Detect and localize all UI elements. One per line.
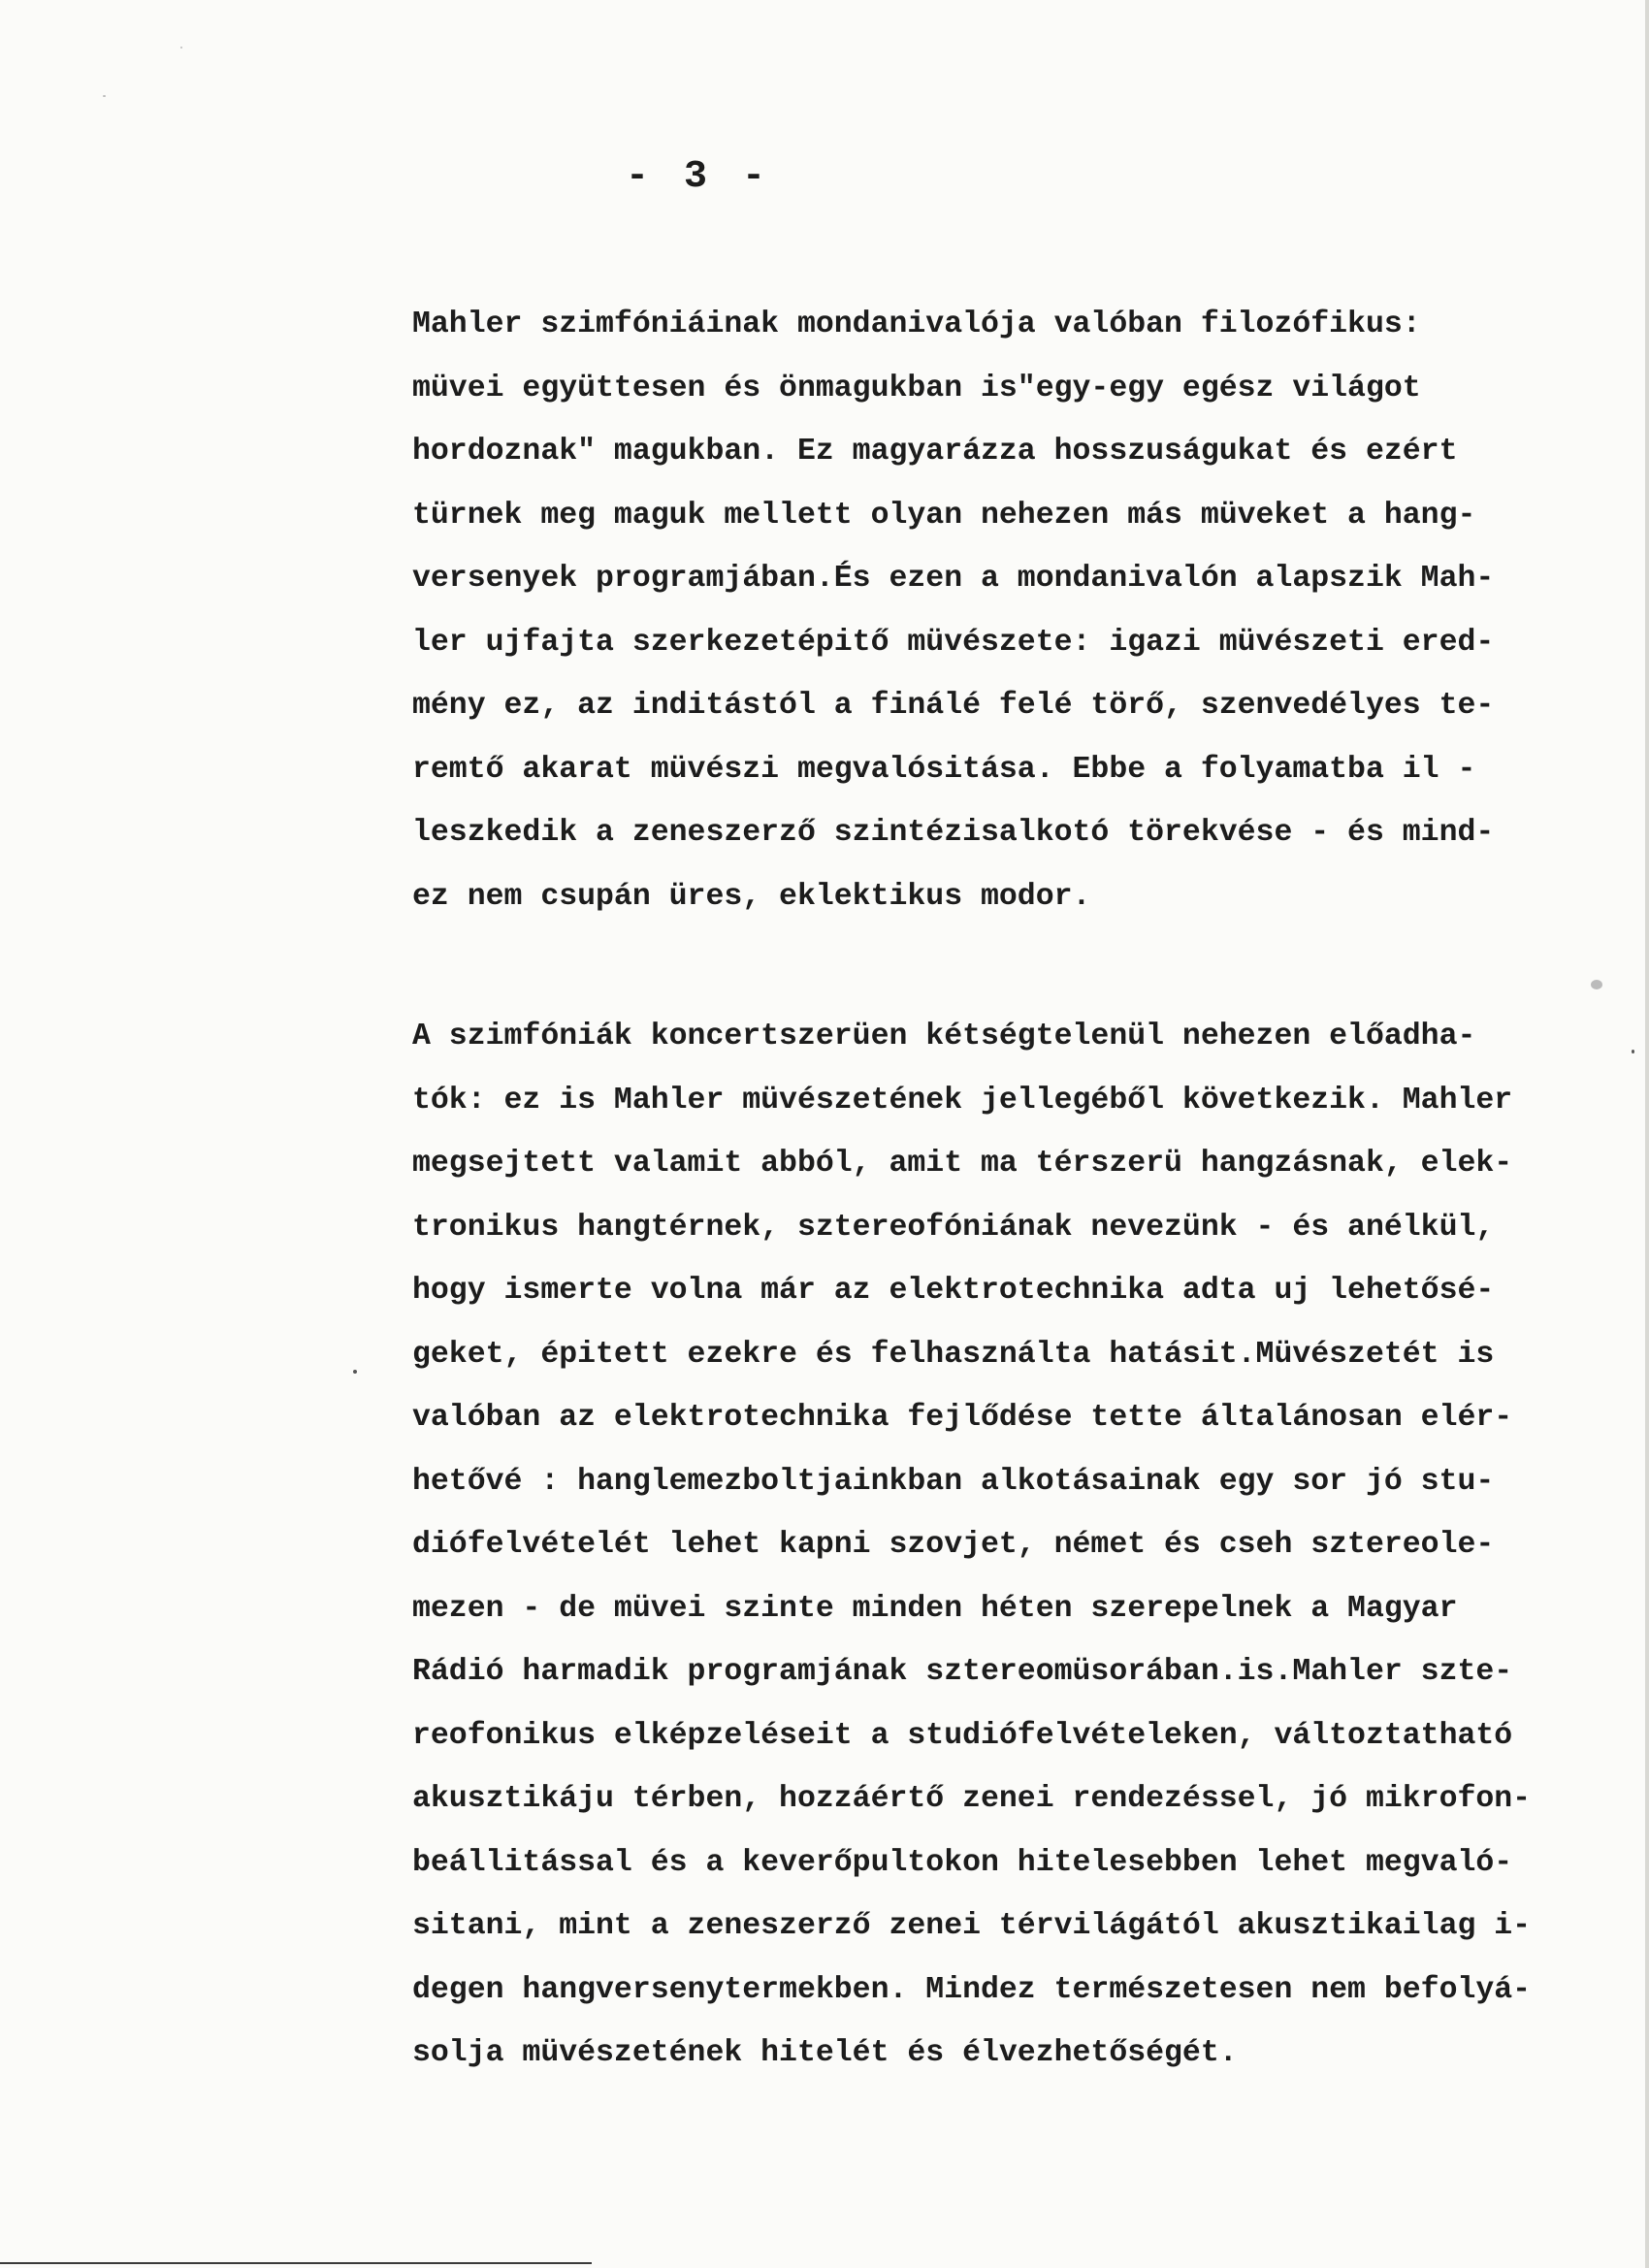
text-line: versenyek programjában.És ezen a mondanivalón alapszik Mah- — [412, 562, 1495, 596]
text-line: tronikus hangtérnek, sztereofóniának nevezünk - és anélkül, — [412, 1210, 1495, 1245]
text-line: diófelvételét lehet kapni szovjet, német és cseh sztereole- — [412, 1528, 1495, 1562]
text-line: akusztikáju térben, hozzáértő zenei rendezéssel, jó mikrofon- — [412, 1782, 1532, 1816]
text-line: hordoznak" magukban. Ez magyarázza hosszuságukat és ezért — [412, 435, 1458, 469]
text-line: beállitással és a keverőpultokon hitelesebben lehet megvaló- — [412, 1845, 1513, 1880]
text-line: leszkedik a zeneszerző szintézisalkotó törekvése - és mind- — [412, 816, 1495, 850]
text-line: remtő akarat müvészi megvalósitása. Ebbe a folyamatba il - — [412, 752, 1476, 787]
text-line: reofonikus elképzeléseit a studiófelvételeken, változtatható — [412, 1718, 1513, 1753]
scan-speck — [1591, 980, 1602, 989]
text-line: A szimfóniák koncertszerüen kétségtelenül nehezen előadha- — [412, 1020, 1476, 1053]
scan-speck — [353, 1370, 357, 1374]
text-line: solja müvészetének hitelét és élvezhetőségét. — [412, 2036, 1238, 2070]
text-line: ez nem csupán üres, eklektikus modor. — [412, 879, 1091, 914]
text-line: hogy ismerte volna már az elektrotechnika adta uj lehetősé- — [412, 1274, 1495, 1308]
text-line: valóban az elektrotechnika fejlődése tette általánosan elér- — [412, 1401, 1513, 1435]
scan-speck — [180, 47, 182, 49]
text-line: mény ez, az inditástól a finálé felé törő, szenvedélyes te- — [412, 689, 1495, 723]
text-line: ler ujfajta szerkezetépitő müvészete: igazi müvészeti ered- — [412, 625, 1495, 660]
page-number: - 3 - — [625, 155, 772, 199]
text-line: megsejtett valamit abból, amit ma térszerü hangzásnak, elek- — [412, 1147, 1513, 1181]
text-line: müvei együttesen és önmagukban is"egy-egy egész világot — [412, 371, 1421, 405]
paragraph-2 — [412, 1005, 1615, 2086]
text-line: geket, épitett ezekre és felhasználta hatásit.Müvészetét is — [412, 1337, 1495, 1372]
bottom-rule — [0, 2262, 592, 2264]
page-edge — [1645, 0, 1649, 2268]
text-line: mezen - de müvei szinte minden héten szerepelnek a Magyar — [412, 1591, 1458, 1626]
scan-speck — [1632, 1050, 1634, 1053]
text-line: Rádió harmadik programjának sztereomüsorában.is.Mahler szte- — [412, 1655, 1513, 1689]
text-line: degen hangversenytermekben. Mindez természetesen nem befolyá- — [412, 1972, 1532, 2007]
text-line: türnek meg maguk mellett olyan nehezen más müveket a hang- — [412, 498, 1476, 533]
text-line: hetővé : hanglemezboltjainkban alkotásainak egy sor jó stu- — [412, 1464, 1495, 1499]
text-line: sitani, mint a zeneszerző zenei térvilágától akusztikailag i- — [412, 1909, 1532, 1943]
text-line: Mahler szimfóniáinak mondanivalója valóban filozófikus: — [412, 308, 1421, 341]
paragraph-1 — [412, 293, 1615, 928]
text-line: tók: ez is Mahler müvészetének jellegéből következik. Mahler — [412, 1083, 1513, 1118]
scan-speck — [103, 95, 106, 97]
